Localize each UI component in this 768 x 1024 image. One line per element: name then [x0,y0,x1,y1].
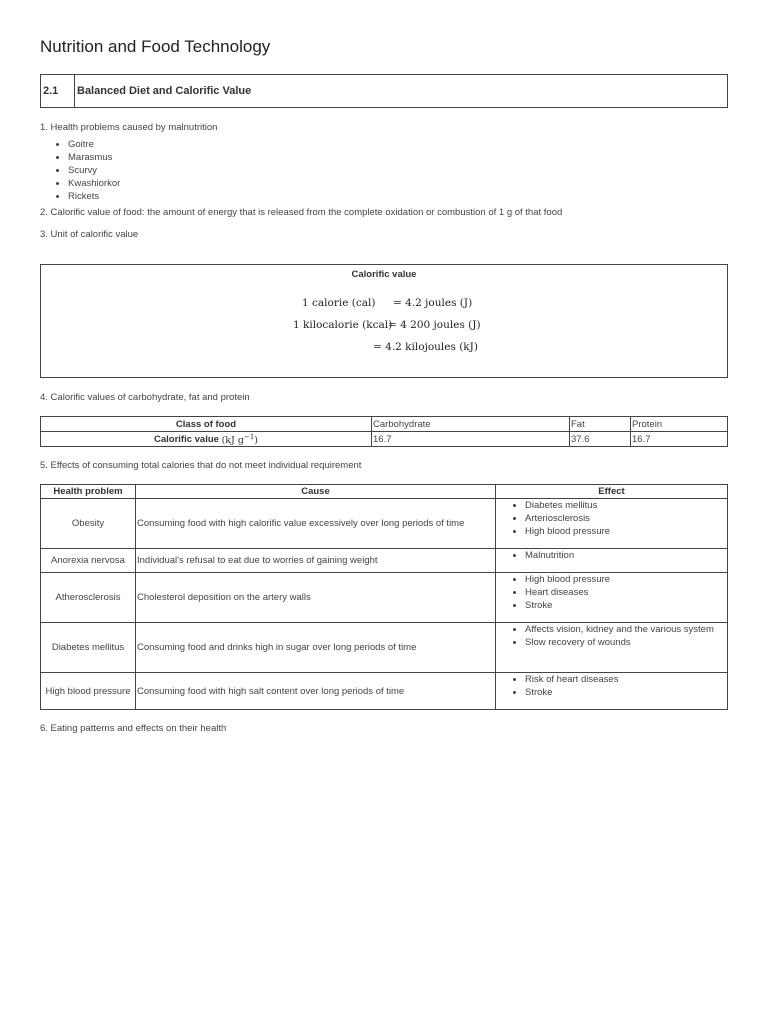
fat-cell: Fat [570,417,631,432]
unit-text: (kJ g [221,434,244,446]
list-item: • Stroke [525,599,726,612]
eq-line1-left: 1 calorie (cal) [302,297,376,309]
list-item: • Marasmus [68,151,728,164]
table-row [41,549,728,573]
list-item: • Risk of heart diseases [525,673,726,686]
calorific-value-header [41,432,372,447]
effect-list [497,549,726,562]
effect-cell [496,573,728,623]
item-3-heading: 3. Unit of calorific value [40,229,139,240]
item-4-heading: 4. Calorific values of carbohydrate, fat and protein [40,392,250,403]
list-item: • Heart diseases [525,586,726,599]
item-6-heading: 6. Eating patterns and effects on their health [40,723,227,734]
effect-list [497,673,726,699]
list-item: • Scurvy [68,164,728,177]
page [40,0,728,735]
fat-value: 37.6 [570,432,631,447]
list-item: • Malnutrition [525,549,726,562]
table-row [41,499,728,549]
problem-cell: High blood pressure [41,673,136,710]
health-problem-header: Health problem [41,485,136,499]
calorific-values-table [40,416,728,447]
list-item: • Slow recovery of wounds [525,636,726,649]
cause-cell: Consuming food with high salt content over long periods of time [136,673,496,710]
table-header-row [41,485,728,499]
effect-list [497,499,726,538]
calorific-box-title: Calorific value [351,269,417,280]
page-title: Nutrition and Food Technology [40,37,271,56]
protein-cell: Protein [631,417,728,432]
effect-header: Effect [496,485,728,499]
cause-header: Cause [136,485,496,499]
cause-cell: Consuming food with high calorific value excessively over long periods of time [136,499,496,549]
cause-cell: Consuming food and drinks high in sugar over long periods of time [136,623,496,673]
table-row [41,432,728,447]
class-of-food-header: Class of food [41,417,372,432]
table-row [41,573,728,623]
list-item: • Rickets [68,190,728,203]
problem-cell: Anorexia nervosa [41,549,136,573]
list-item: • Arteriosclerosis [525,512,726,525]
carbohydrate-value: 16.7 [372,432,570,447]
cause-cell: Individual's refusal to eat due to worries of gaining weight [136,549,496,573]
eq-line2-left: 1 kilocalorie (kcal) [293,319,393,331]
section-title: Balanced Diet and Calorific Value [77,85,252,97]
item-2-definition: 2. Calorific value of food: the amount of energy that is released from the complete oxidation or combustion of 1 g of that food [40,207,563,218]
unit-close: ) [254,434,258,446]
list-item: • High blood pressure [525,525,726,538]
effect-list [497,573,726,612]
table-row [41,623,728,673]
list-item: • Goitre [68,138,728,151]
protein-value: 16.7 [631,432,728,447]
malnutrition-list [40,138,728,203]
section-number: 2.1 [41,75,75,107]
cause-cell: Cholesterol deposition on the artery walls [136,573,496,623]
unit-exponent: −1 [243,432,255,441]
unit-label [221,432,258,446]
item-5-heading: 5. Effects of consuming total calories that do not meet individual requirement [40,460,362,471]
eq-line1-right: = 4.2 joules (J) [393,297,473,309]
item-1-heading: 1. Health problems caused by malnutrition [40,122,218,133]
carbohydrate-cell: Carbohydrate [372,417,570,432]
calorific-value-label: Calorific value [153,434,219,446]
list-item: • Kwashiorkor [68,177,728,190]
problem-cell: Diabetes mellitus [41,623,136,673]
effect-cell [496,549,728,573]
effect-cell [496,499,728,549]
list-item: • Affects vision, kidney and the various system [525,623,726,636]
list-item: • Diabetes mellitus [525,499,726,512]
table-row [41,417,728,432]
list-item: • Stroke [525,686,726,699]
problem-cell: Atherosclerosis [41,573,136,623]
calorific-value-box [40,264,728,378]
section-header [40,74,728,108]
eq-line3-right: = 4.2 kilojoules (kJ) [373,341,478,353]
effect-list [497,623,726,649]
table-row [41,673,728,710]
problem-cell: Obesity [41,499,136,549]
health-effects-table [40,484,728,710]
effect-cell [496,623,728,673]
effect-cell [496,673,728,710]
list-item: • High blood pressure [525,573,726,586]
eq-line2-right: = 4 200 joules (J) [388,319,481,331]
